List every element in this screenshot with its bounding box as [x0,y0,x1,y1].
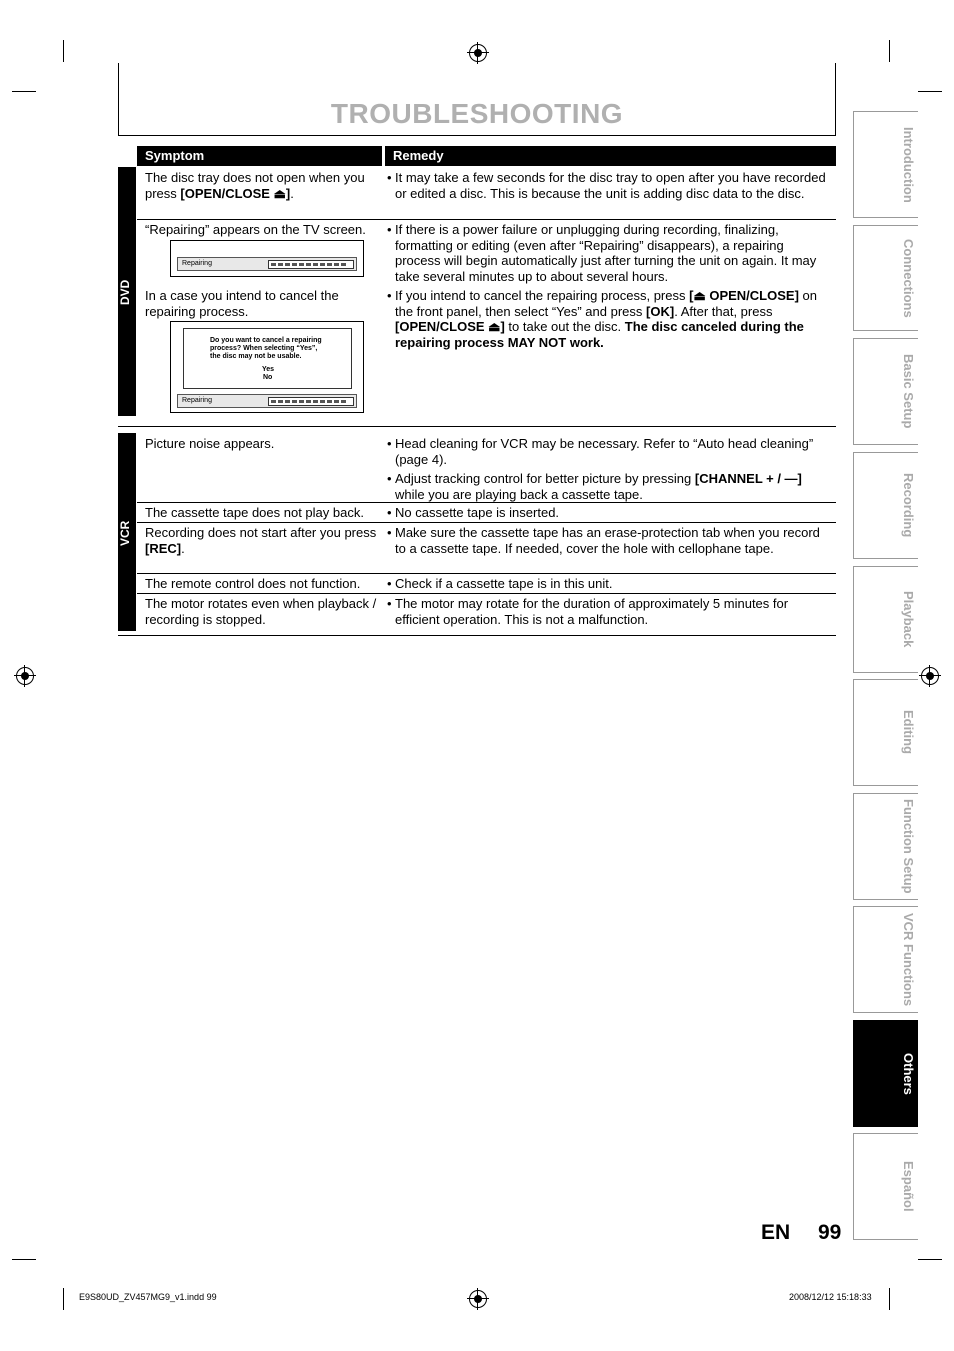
vcr-row1-symptom: Picture noise appears. [145,436,275,451]
vcr-row4-remedy: • Check if a cassette tape is in this unit. [387,576,827,596]
crop-mark [889,1288,890,1310]
tab-basic-setup[interactable]: Basic Setup [853,338,918,445]
dvd-label: DVD [118,279,132,305]
crop-mark [889,40,890,62]
vcr-row3-symptom: Recording does not start after you press [REC]. [145,525,377,556]
tab-introduction[interactable]: Introduction [853,111,918,218]
tab-connections[interactable]: Connections [853,225,918,331]
vcr-row5-remedy: • The motor may rotate for the duration of approximately 5 minutes for efficient operation. This is not a malfunction. [387,596,827,631]
cancel-repair-screen [170,321,364,413]
crop-mark [12,91,36,92]
registration-mark-icon [16,667,34,685]
tab-vcr-functions[interactable]: VCR Functions [853,906,918,1013]
vcr-row2-symptom: The cassette tape does not play back. [145,505,364,520]
tab-editing[interactable]: Editing [853,679,918,786]
dialog-message: the disc may not be usable. [210,353,302,360]
progress-bar [268,260,354,269]
vcr-row1-remedy: • Head cleaning for VCR may be necessary. Refer to “Auto head cleaning” (page 4). • Adjust tracking control for better picture by pressing [CHANNEL + / —] while you are playing back a cassette tape. [387,436,827,506]
progress-bar [268,397,354,406]
vcr-row5-symptom: The motor rotates even when playback / recording is stopped. [145,596,377,627]
dvd-row2-remedy: • If there is a power failure or unplugging during recording, finalizing, formatting or editing (even after “Repairing” disappears), a repairing process will begin automatically just after turning the unit on again. It may take several minutes up to about several hours. [387,222,827,288]
tab-espanol[interactable]: Español [853,1133,918,1240]
registration-mark-icon [921,667,939,685]
crop-mark [63,40,64,62]
tab-function-setup[interactable]: Function Setup [853,793,918,900]
row-divider [137,593,836,594]
repairing-label: Repairing [182,397,212,404]
row-divider [137,502,836,503]
dvd-row1-symptom: The disc tray does not open when you press [OPEN/CLOSE ⏏]. [145,170,365,201]
vcr-label: VCR [118,520,132,546]
dvd-row1-remedy: • It may take a few seconds for the disc tray to open after you have recorded or edited a disc. This is because the unit is adding disc data to the disc. [387,170,827,205]
symptom-header: Symptom [137,146,382,166]
row-divider [137,573,836,574]
dvd-row2-symptom: “Repairing” appears on the TV screen. [145,222,366,237]
footer-file: E9S80UD_ZV457MG9_v1.indd 99 [79,1292,217,1302]
vcr-row4-symptom: The remote control does not function. [145,576,361,591]
registration-mark-icon [469,1290,487,1308]
page-number: 99 [818,1221,842,1244]
vcr-section-label [118,433,136,631]
remedy-header: Remedy [385,146,836,166]
yes-option[interactable]: Yes [262,366,275,373]
no-option[interactable]: No [263,374,273,381]
dvd-row3-symptom: In a case you intend to cancel the repairing process. [145,288,339,319]
table-bottom-rule [118,635,836,636]
dvd-row3-remedy: • If you intend to cancel the repairing process, press [⏏ OPEN/CLOSE] on the front panel, then select “Yes” and press [OK]. After that, press [OPEN/CLOSE ⏏] to take out the disc. The disc canceled during the repairing process MAY NOT work. [387,288,827,354]
dialog-message: process? When selecting “Yes”, [210,345,318,352]
row-divider [137,219,836,220]
crop-mark [12,1259,36,1260]
crop-mark [918,91,942,92]
registration-mark-icon [469,44,487,62]
vcr-row3-remedy: • Make sure the cassette tape has an erase-protection tab when you record to a cassette tape. If needed, cover the hole with cellophane tape. [387,525,827,560]
section-divider [118,426,836,427]
repairing-screen [170,240,364,277]
crop-mark [918,1259,942,1260]
language-label: EN [761,1221,791,1244]
vcr-row2-remedy: • No cassette tape is inserted. [387,505,827,525]
tab-playback[interactable]: Playback [853,566,918,673]
tab-others[interactable]: Others [853,1020,918,1127]
cancel-dialog [183,328,352,389]
footer-timestamp: 2008/12/12 15:18:33 [789,1292,872,1302]
row-divider [137,522,836,523]
page-title: TROUBLESHOOTING [330,98,624,129]
dvd-section-label [118,167,136,416]
repairing-label: Repairing [182,260,212,267]
crop-mark [63,1288,64,1310]
dialog-message: Do you want to cancel a repairing [210,337,322,344]
tab-recording[interactable]: Recording [853,452,918,559]
